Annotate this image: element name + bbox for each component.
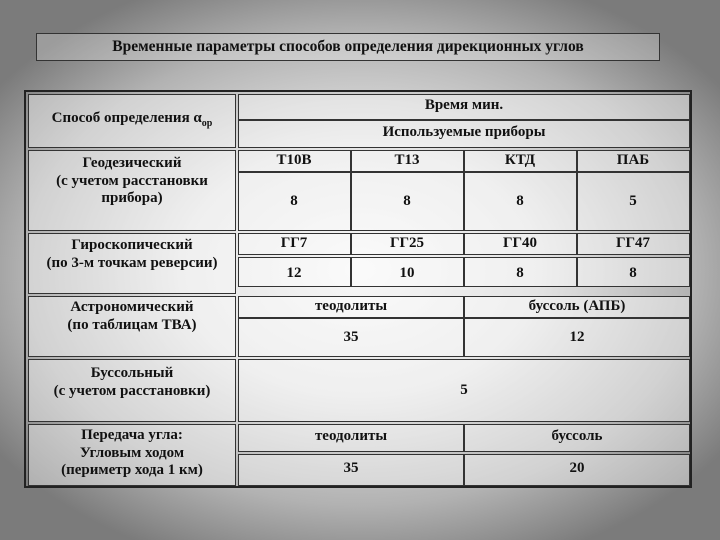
transfer-value-2: 20 xyxy=(569,460,585,476)
gyro-value-3: 8 xyxy=(516,265,524,281)
gyro-value-2: 10 xyxy=(399,265,415,281)
geodetic-instrument-3: КТД xyxy=(504,152,536,168)
gyro-instrument-1: ГГ7 xyxy=(280,235,308,251)
geodetic-instrument-2: Т13 xyxy=(394,152,420,168)
astro-instrument-2: буссоль (АПБ) xyxy=(528,298,626,314)
geodetic-instrument-1: Т10В xyxy=(276,152,312,168)
transfer-method-label: Передача угла: Угловым ходом (периметр хода 1 км) xyxy=(61,427,203,479)
slide-title: Временные параметры способов определения дирекционных углов xyxy=(36,33,660,61)
geodetic-instrument-4: ПАБ xyxy=(616,152,650,168)
astro-method-label: Астрономический (по таблицам ТВА) xyxy=(67,299,197,333)
header-time-label: Время мин. xyxy=(424,97,504,113)
astro-value-1: 35 xyxy=(343,329,359,345)
geodetic-value-4: 5 xyxy=(629,193,637,209)
header-instruments-label: Используемые приборы xyxy=(382,124,546,140)
astro-value-2: 12 xyxy=(569,329,585,345)
header-method-label: Способ определения $\alpha_{ор}$ xyxy=(51,110,213,129)
geodetic-method-label: Геодезический (с учетом расстановки прибора) xyxy=(56,155,208,207)
gyro-value-1: 12 xyxy=(286,265,302,281)
geodetic-value-2: 8 xyxy=(403,193,411,209)
gyro-method-label: Гироскопический (по 3-м точкам реверсии) xyxy=(46,237,218,271)
transfer-instrument-2: буссоль xyxy=(551,428,603,444)
compass-method-label: Буссольный (с учетом расстановки) xyxy=(53,365,211,399)
gyro-instrument-3: ГГ40 xyxy=(502,235,538,251)
astro-instrument-1: теодолиты xyxy=(314,298,388,314)
geodetic-value-3: 8 xyxy=(516,193,524,209)
gyro-value-4: 8 xyxy=(629,265,637,281)
gyro-instrument-2: ГГ25 xyxy=(389,235,425,251)
geodetic-value-1: 8 xyxy=(290,193,298,209)
transfer-value-1: 35 xyxy=(343,460,359,476)
compass-value: 5 xyxy=(460,382,468,398)
parameters-table xyxy=(24,90,692,488)
gyro-instrument-4: ГГ47 xyxy=(615,235,651,251)
transfer-instrument-1: теодолиты xyxy=(314,428,388,444)
